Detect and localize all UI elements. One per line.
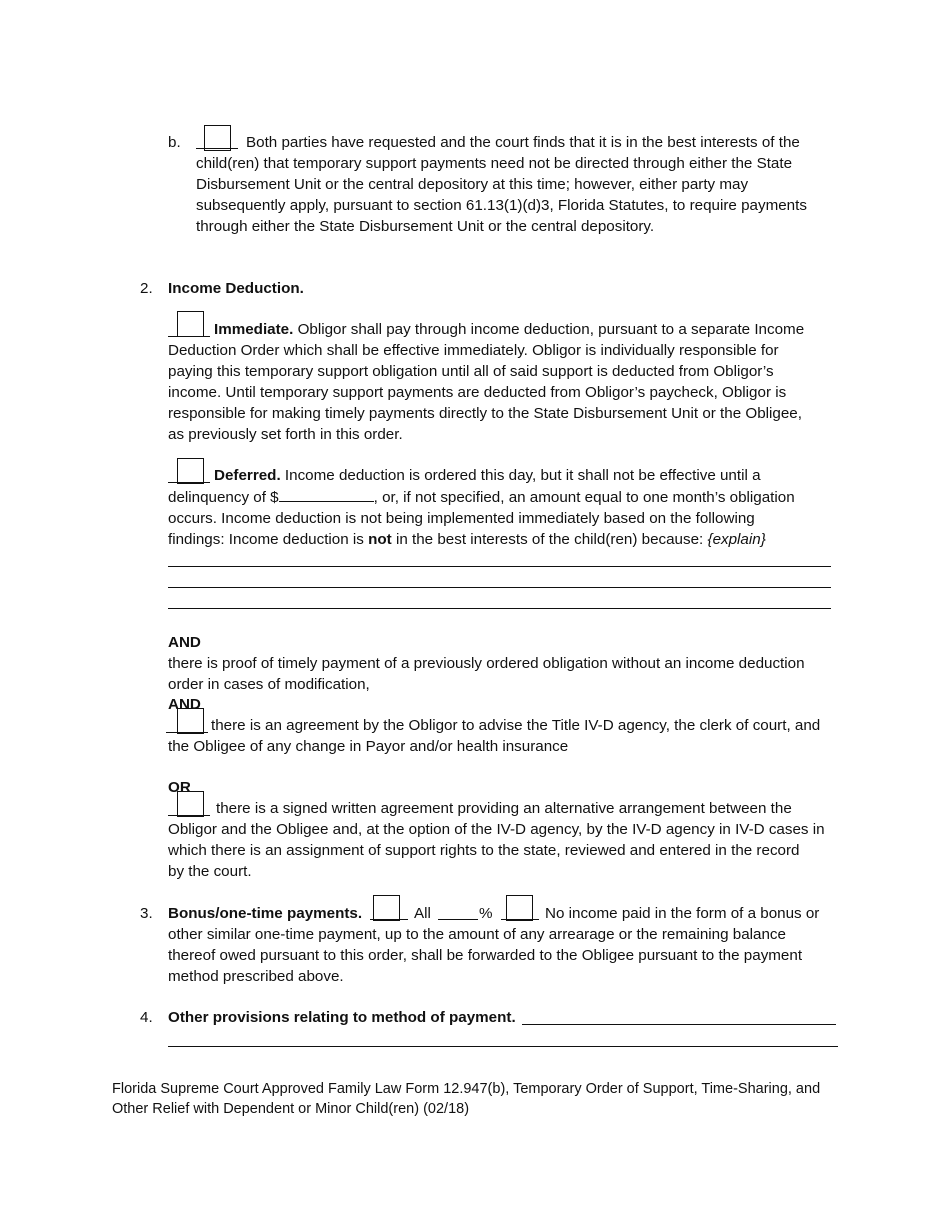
signed-paragraph	[168, 820, 825, 883]
proof-line-2: order in cases of modification,	[168, 675, 370, 693]
immediate-line-4: income. Until temporary support payments are deducted from Obligor’s paycheck, Obligor is	[168, 383, 787, 401]
proof-paragraph	[168, 654, 805, 696]
delinquency-label: delinquency of $	[168, 489, 279, 506]
immediate-line-5: responsible for making timely payments directly to the State Disbursement Unit or the Obligee,	[168, 404, 802, 422]
deferred-label: Deferred.	[214, 467, 281, 484]
bonus-percent-field[interactable]	[438, 919, 478, 920]
findings-not: not	[368, 530, 392, 548]
delinquency-text: , or, if not specified, an amount equal to one month’s obligation	[373, 489, 795, 506]
bonus-all-label: All	[414, 905, 431, 922]
findings-because: in the best interests of the child(ren) because:	[395, 530, 704, 548]
explain-line-2[interactable]	[168, 587, 831, 588]
deferred-line-3: occurs. Income deduction is not being implemented immediately based on the following	[168, 509, 755, 527]
section-3-line-4: method prescribed above.	[168, 967, 344, 985]
immediate-label: Immediate.	[214, 321, 294, 338]
deferred-line-4	[168, 530, 795, 551]
other-provisions-line-2[interactable]	[168, 1046, 838, 1047]
form-footer	[112, 1079, 832, 1119]
item-b-line-5: through either the State Disbursement Unit or the central depository.	[196, 217, 655, 235]
explain-line-3[interactable]	[168, 608, 831, 609]
immediate-text-1: Obligor shall pay through income deduction, pursuant to a separate Income	[297, 321, 805, 338]
item-b-paragraph	[196, 154, 846, 238]
signed-agreement-checkbox[interactable]	[177, 791, 204, 817]
item-b-line-4: subsequently apply, pursuant to section 61.13(1)(d)3, Florida Statutes, to require payments	[196, 196, 807, 214]
footer-line-2: Other Relief with Dependent or Minor Child(ren) (02/18)	[112, 1101, 470, 1117]
deferred-line-2	[168, 487, 795, 509]
section-3-paragraph	[168, 925, 802, 988]
bonus-percent-checkbox[interactable]	[506, 895, 533, 921]
section-4-number: 4.	[140, 1009, 153, 1026]
section-3-line-3: thereof owed pursuant to this order, shall be forwarded to the Obligee pursuant to the payment	[168, 946, 803, 964]
section-3-heading: Bonus/one-time payments.	[168, 905, 363, 922]
bonus-percent-sign: %	[479, 905, 493, 922]
section-2-number: 2.	[140, 280, 153, 297]
immediate-first-line	[214, 320, 804, 341]
deferred-text-1: Income deduction is ordered this day, but it shall not be effective until a	[284, 467, 761, 484]
agreement-first-line: there is an agreement by the Obligor to advise the Title IV-D agency, the clerk of court, and	[211, 717, 821, 734]
deferred-checkbox[interactable]	[177, 458, 204, 484]
and-heading-2: AND	[168, 696, 201, 713]
item-b-first-line	[246, 133, 800, 154]
item-b-line-1: Both parties have requested and the court finds that it is in the best interests of the	[246, 134, 800, 151]
signed-first-line: there is a signed written agreement providing an alternative arrangement between the	[216, 800, 792, 817]
findings-text: findings: Income deduction is	[168, 530, 364, 548]
footer-line-1: Florida Supreme Court Approved Family Law Form 12.947(b), Temporary Order of Support, Time-Sharing, and	[112, 1081, 821, 1097]
immediate-paragraph	[168, 341, 802, 446]
immediate-checkbox[interactable]	[177, 311, 204, 337]
item-b-label: b.	[168, 134, 181, 151]
signed-line-3: which there is an assignment of support rights to the state, reviewed and entered in the record	[168, 841, 800, 859]
immediate-line-6: as previously set forth in this order.	[168, 425, 403, 443]
other-provisions-field[interactable]	[522, 1024, 836, 1025]
section-4-heading: Other provisions relating to method of payment.	[168, 1009, 516, 1026]
findings-explain: {explain}	[707, 530, 766, 548]
explain-line-1[interactable]	[168, 566, 831, 567]
or-heading: OR	[168, 779, 191, 796]
item-b-line-2: child(ren) that temporary support payments need not be directed through either the State	[196, 155, 793, 172]
proof-line-1: there is proof of timely payment of a previously ordered obligation without an income deduction	[168, 655, 805, 672]
signed-line-4: by the court.	[168, 862, 252, 880]
agreement-second-line: the Obligee of any change in Payor and/or health insurance	[168, 738, 569, 755]
deferred-paragraph	[168, 487, 795, 551]
immediate-line-3: paying this temporary support obligation until all of said support is deducted from Obligor’s	[168, 362, 774, 380]
deferred-first-line	[214, 466, 761, 487]
immediate-line-2: Deduction Order which shall be effective immediately. Obligor is individually responsible for	[168, 342, 779, 359]
bonus-all-checkbox[interactable]	[373, 895, 400, 921]
section-3-first-line: No income paid in the form of a bonus or	[545, 905, 820, 922]
item-b-line-3: Disbursement Unit or the central depository at this time; however, either party may	[196, 175, 749, 193]
delinquency-amount-field[interactable]	[279, 487, 374, 502]
item-b-checkbox[interactable]	[204, 125, 231, 151]
section-2-heading: Income Deduction.	[168, 280, 304, 297]
agreement-checkbox[interactable]	[177, 708, 204, 734]
section-3-line-2: other similar one-time payment, up to the amount of any arrearage or the remaining balance	[168, 926, 786, 943]
section-3-number: 3.	[140, 905, 153, 922]
and-heading-1: AND	[168, 634, 201, 651]
signed-line-2: Obligor and the Obligee and, at the option of the IV-D agency, by the IV-D agency in IV-D cases in	[168, 821, 825, 838]
